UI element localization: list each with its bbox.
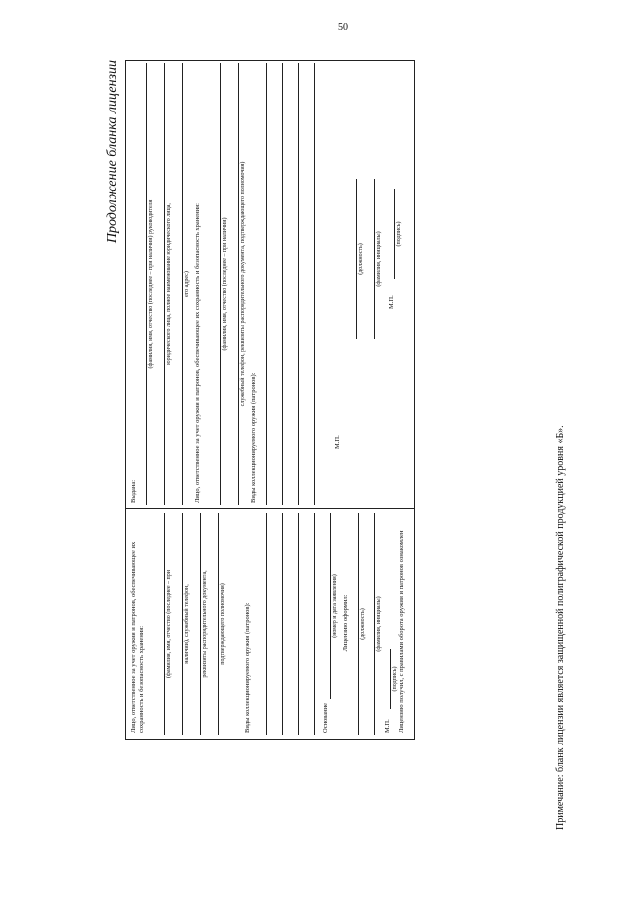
left-cap-basis: (номер и дата заявления) (332, 574, 338, 638)
left-line-8 (314, 513, 315, 735)
right-line-5 (238, 63, 239, 505)
license-form (125, 60, 415, 740)
left-line-5 (266, 513, 267, 735)
form-heading: Продолжение бланка лицензии (105, 60, 120, 244)
right-line-9 (314, 63, 315, 505)
left-cap-fio2: наличии), служебный телефон, (184, 584, 190, 664)
left-cap-req2: подтверждающего полномочия) (220, 583, 226, 665)
right-cap-addr: его адрес) (184, 271, 190, 297)
right-column (126, 59, 414, 509)
left-cap-req: реквизиты распорядительного документа, (202, 570, 208, 678)
right-responsible: Лицо, ответственное за учет оружия и патронов, обеспечивающее их сохранность и безопасность хранения: (194, 203, 201, 503)
right-cap-phone: служебный телефон, реквизиты распорядительного документа, подтверждающего полномочия) (240, 161, 246, 407)
right-line-6 (266, 63, 267, 505)
right-line-7 (282, 63, 283, 505)
right-line-2 (164, 63, 165, 505)
left-line-7 (298, 513, 299, 735)
left-line-9 (358, 513, 359, 735)
left-line-sign (390, 649, 391, 709)
right-line-4 (220, 63, 221, 505)
left-line-3 (200, 513, 201, 735)
right-types: Виды коллекционируемого оружия (патронов): (250, 372, 257, 503)
right-line-position (356, 179, 357, 339)
right-cap-position: (должность) (358, 243, 364, 275)
left-cap-position: (должность) (360, 608, 366, 640)
left-line-1 (164, 513, 165, 735)
right-cap-name: (фамилия, инициалы) (376, 231, 382, 287)
left-mp: М.П. (384, 719, 391, 733)
right-cap-fio: (фамилия, имя, отчество (последнее – при наличии) (222, 217, 228, 351)
rotated-form (105, 60, 625, 740)
left-basis: Основание (322, 702, 329, 733)
left-types: Виды коллекционируемого оружия (патронов): (244, 602, 251, 733)
left-line-10 (374, 513, 375, 735)
left-line-2 (182, 513, 183, 735)
left-responsible: Лицо, ответственное за учет оружия и патронов, обеспечивающее их сохранность и безопасность хранения: (130, 541, 145, 733)
left-cap-fio: (фамилия, имя, отчество (последнее – при (166, 570, 172, 678)
left-column (126, 508, 414, 739)
footnote: Примечание: бланк лицензии является защищенной полиграфической продукцией уровня «Б». (555, 425, 566, 830)
left-cap-name: (фамилия, инициалы) (376, 596, 382, 652)
page-number: 50 (338, 22, 348, 33)
right-line-8 (298, 63, 299, 505)
right-cap-sign: (подпись) (396, 221, 402, 247)
right-line-sign (394, 189, 395, 279)
left-cap-sign: (подпись) (392, 666, 398, 692)
left-line-4 (218, 513, 219, 735)
left-received: Лицензию получил, с правилами оборота оружия и патронов ознакомлен (398, 530, 405, 733)
right-mp: М.П. (334, 435, 341, 449)
right-line-1 (146, 63, 147, 505)
right-line-name (374, 179, 375, 339)
right-cap-head: (фамилия, имя, отчество (последнее – при наличии) руководителя (148, 199, 154, 369)
right-line-3 (182, 63, 183, 505)
left-line-basis (330, 513, 331, 699)
left-line-6 (282, 513, 283, 735)
left-issued-by: Лицензию оформил: (342, 594, 349, 652)
right-mp2: М.П. (388, 295, 395, 309)
note-wrap (555, 130, 575, 830)
right-cap-org: юридического лица, полное наименование юридического лица, (166, 203, 172, 365)
right-issued: Выдана: (130, 479, 137, 503)
